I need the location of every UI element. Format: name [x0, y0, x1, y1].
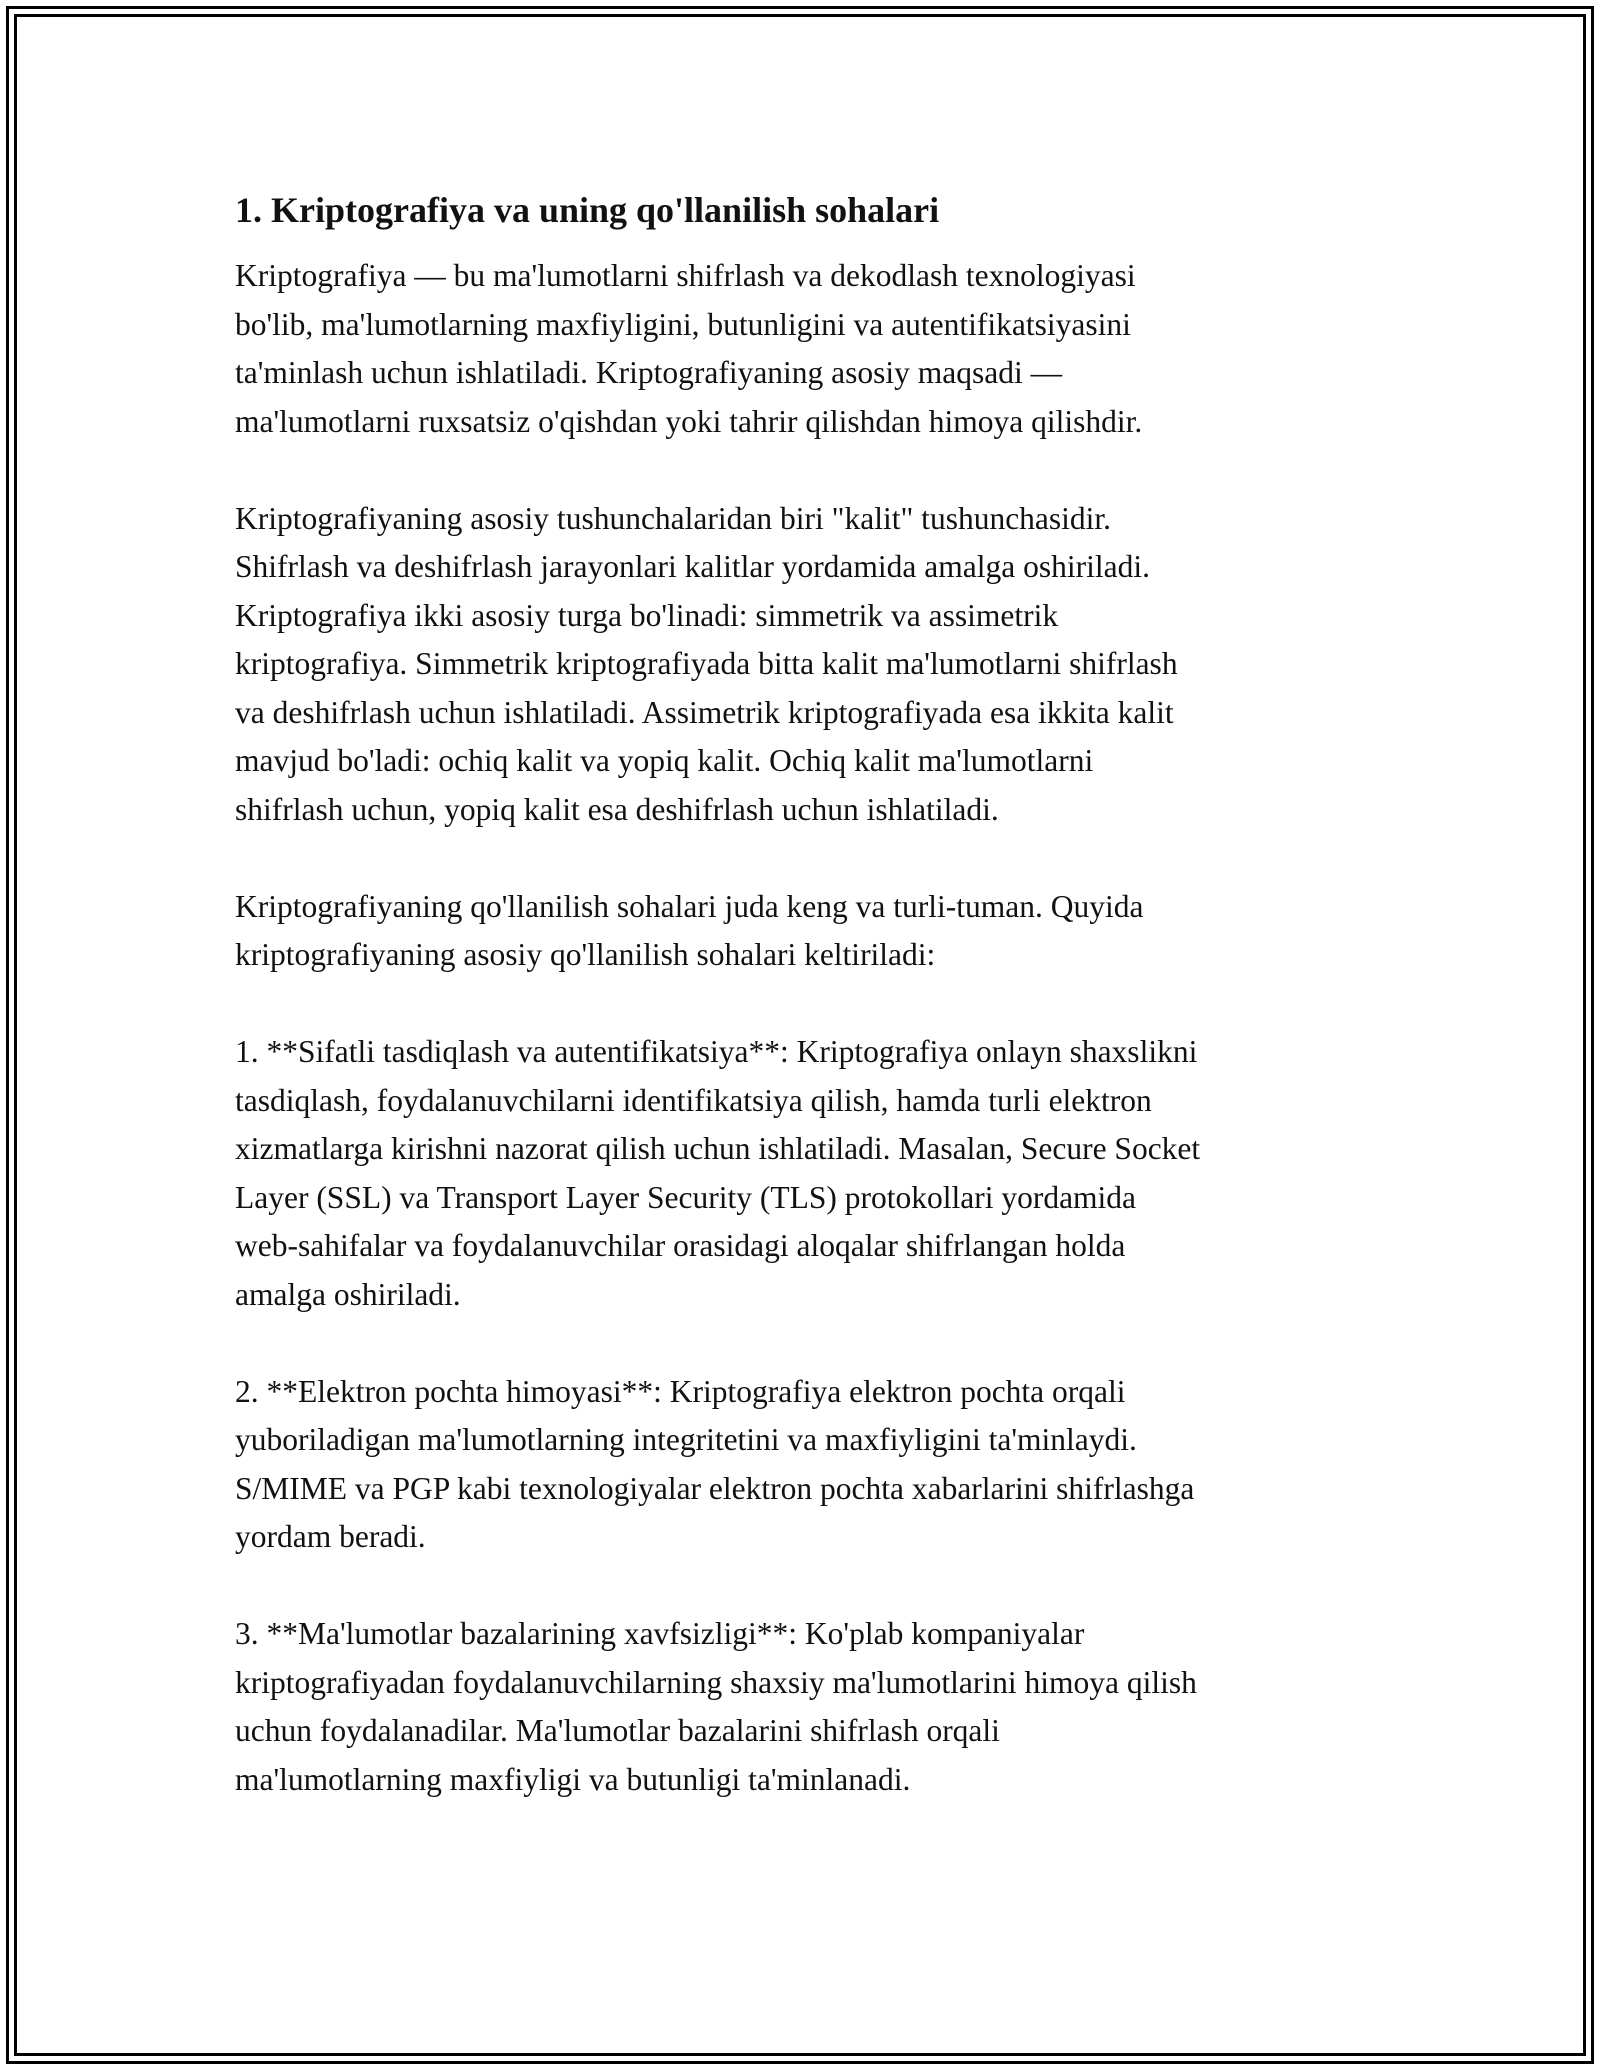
paragraph-intro: Kriptografiya — bu ma'lumotlarni shifrlash va dekodlash texnologiyasi bo'lib, ma'lumotlarning maxfiyligini, butunligini va autentifikatsiyasini ta'minlash uchun ishlatiladi. Kriptografiyaning asosiy maqsadi — ma'lumotlarni ruxsatsiz o'qishdan yoki tahrir qilishdan himoya qilishdir. — [235, 258, 1143, 439]
list-item-email-protection: 2. **Elektron pochta himoyasi**: Kriptografiya elektron pochta orqali yuboriladigan ma'lumotlarning integritetini va maxfiyligini ta'minlaydi. S/MIME va PGP kabi texnologiyalar elektron pochta xabarlarini shifrlashga yordam beradi. — [235, 1373, 1195, 1554]
paragraph-key-concept: Kriptografiyaning asosiy tushunchalaridan biri "kalit" tushunchasidir. Shifrlash va deshifrlash jarayonlari kalitlar yordamida amalga oshiriladi. Kriptografiya ikki asosiy turga bo'linadi: simmetrik va assimetrik kriptografiya. Simmetrik kriptografiyada bitta kalit ma'lumotlarni shifrlash va deshifrlash uchun ishlatiladi. Assimetrik kriptografiyada esa ikkita kalit mavjud bo'ladi: ochiq kalit va yopiq kalit. Ochiq kalit ma'lumotlarni shifrlash uchun, yopiq kalit esa deshifrlash uchun ishlatiladi. — [235, 500, 1178, 827]
list-item-authentication: 1. **Sifatli tasdiqlash va autentifikatsiya**: Kriptografiya onlayn shaxslikni tasdiqlash, foydalanuvchilarni identifikatsiya qilish, hamda turli elektron xizmatlarga kirishni nazorat qilish uchun ishlatiladi. Masalan, Secure Socket Layer (SSL) va Transport Layer Security (TLS) protokollari yordamida web-sahifalar va foydalanuvchilar orasidagi aloqalar shifrlangan holda amalga oshiriladi. — [235, 1034, 1201, 1312]
paragraph-applications-intro: Kriptografiyaning qo'llanilish sohalari juda keng va turli-tuman. Quyida kriptografiyaning asosiy qo'llanilish sohalari keltiriladi: — [235, 888, 1144, 972]
list-item-database-security: 3. **Ma'lumotlar bazalarining xavfsizligi**: Ko'plab kompaniyalar kriptografiyadan foydalanuvchilarning shaxsiy ma'lumotlarini himoya qilish uchun foydalanadilar. Ma'lumotlar bazalarini shifrlash orqali ma'lumotlarning maxfiyligi va butunligi ta'minlanadi. — [235, 1616, 1197, 1797]
document-title: 1. Kriptografiya va uning qo'llanilish sohalari — [235, 190, 940, 230]
document-body — [235, 186, 1375, 1853]
